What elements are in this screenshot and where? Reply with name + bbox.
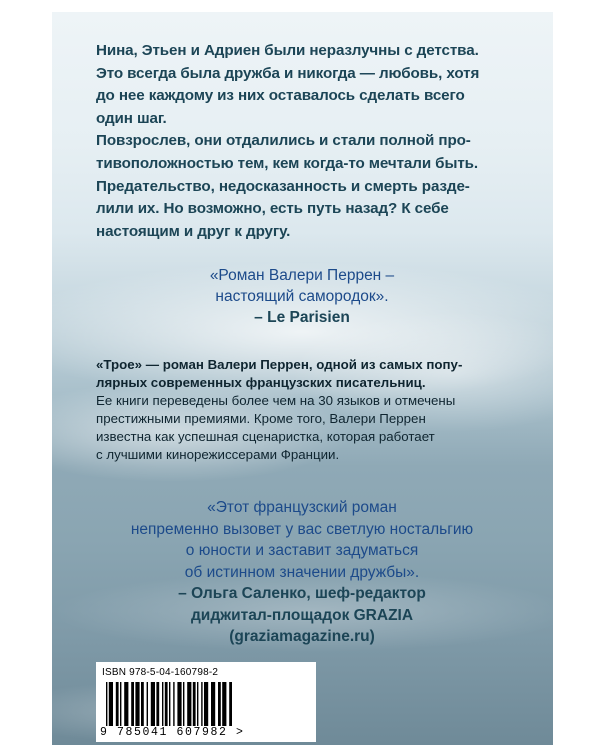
barcode-bar bbox=[165, 682, 168, 726]
isbn-barcode-box bbox=[96, 662, 316, 742]
barcode-bar bbox=[204, 682, 208, 726]
back-cover bbox=[52, 12, 553, 745]
author-info bbox=[96, 356, 516, 464]
quote-attribution: – Ольга Саленко, шеф-редактор bbox=[178, 585, 426, 602]
barcode-bar bbox=[177, 682, 181, 726]
author-line: Ее книги переведены более чем на 30 языков и отмечены bbox=[96, 393, 456, 408]
author-lead-line: лярных современных французских писательниц. bbox=[96, 375, 426, 390]
blurb-line: Предательство, недосказанность и смерть разде- bbox=[96, 177, 470, 195]
quote-line: о юности и заставит задуматься bbox=[185, 542, 419, 559]
barcode-bar bbox=[211, 682, 215, 726]
quote-line: «Этот французский роман bbox=[207, 499, 397, 516]
blurb-line: тивоположностью тем, кем когда-то мечтали быть. bbox=[96, 154, 479, 172]
author-line: с лучшими кинорежиссерами Франции. bbox=[96, 447, 340, 462]
barcode-bar bbox=[109, 682, 113, 726]
blurb-line: Повзрослев, они отдалились и стали полной про- bbox=[96, 132, 471, 150]
barcode-bar bbox=[173, 682, 174, 726]
blurb-line: лили их. Но возможно, есть путь назад? К себе bbox=[96, 200, 449, 218]
press-quote-grazia bbox=[92, 497, 512, 648]
barcode-bar bbox=[229, 682, 232, 726]
blurb-line: Нина, Этьен и Адриен были неразлучны с детства. bbox=[96, 42, 479, 59]
barcode-bar bbox=[120, 682, 121, 726]
isbn-digits: 9 785041 607982 > bbox=[100, 726, 245, 739]
barcode-bar bbox=[187, 682, 191, 726]
barcode-bar bbox=[183, 682, 184, 726]
barcode-bar bbox=[218, 682, 221, 726]
quote-line: настоящий самородок». bbox=[215, 288, 389, 305]
blurb-line: до нее каждому из них оставалось сделать всего bbox=[96, 87, 465, 105]
author-lead-line: «Трое» — роман Валери Перрен, одной из самых попу- bbox=[96, 357, 463, 372]
barcode-icon bbox=[104, 682, 309, 726]
barcode-bar bbox=[169, 682, 170, 726]
isbn-label: ISBN 978-5-04-160798-2 bbox=[102, 667, 219, 678]
barcode-bar bbox=[156, 682, 159, 726]
barcode-bar bbox=[193, 682, 196, 726]
barcode-bar bbox=[106, 682, 107, 726]
barcode-bar bbox=[124, 682, 128, 726]
blurb-line: один шаг. bbox=[96, 109, 167, 127]
quote-attribution: диджитал-площадок GRAZIA bbox=[190, 606, 414, 624]
quote-attribution: – Le Parisien bbox=[254, 309, 350, 326]
barcode-bar bbox=[151, 682, 155, 726]
barcode-bar bbox=[135, 682, 139, 726]
barcode-bar bbox=[131, 682, 134, 726]
barcode-bar bbox=[197, 682, 198, 726]
barcode-bar bbox=[201, 682, 202, 726]
quote-line: об истинном значении дружбы». bbox=[184, 563, 420, 581]
press-quote-le-parisien bbox=[92, 265, 512, 328]
author-line: престижными премиями. Кроме того, Валери Перрен bbox=[96, 411, 426, 426]
blurb-line: Это всегда была дружба и никогда — любовь, хотя bbox=[96, 64, 480, 82]
barcode-bar bbox=[141, 682, 144, 726]
barcode-bar bbox=[116, 682, 119, 726]
quote-attribution: (graziamagazine.ru) bbox=[229, 628, 375, 645]
blurb-line: настоящим и друг к другу. bbox=[96, 222, 291, 240]
barcode-bar bbox=[147, 682, 148, 726]
barcode-bar bbox=[162, 682, 163, 726]
annotation-blurb bbox=[96, 40, 516, 243]
barcode-bar bbox=[222, 682, 226, 726]
quote-line: «Роман Валери Перрен – bbox=[209, 267, 395, 284]
author-line: известна как успешная сценаристка, которая работает bbox=[96, 429, 435, 444]
quote-line: непременно вызовет у вас светлую ностальгию bbox=[130, 520, 474, 538]
